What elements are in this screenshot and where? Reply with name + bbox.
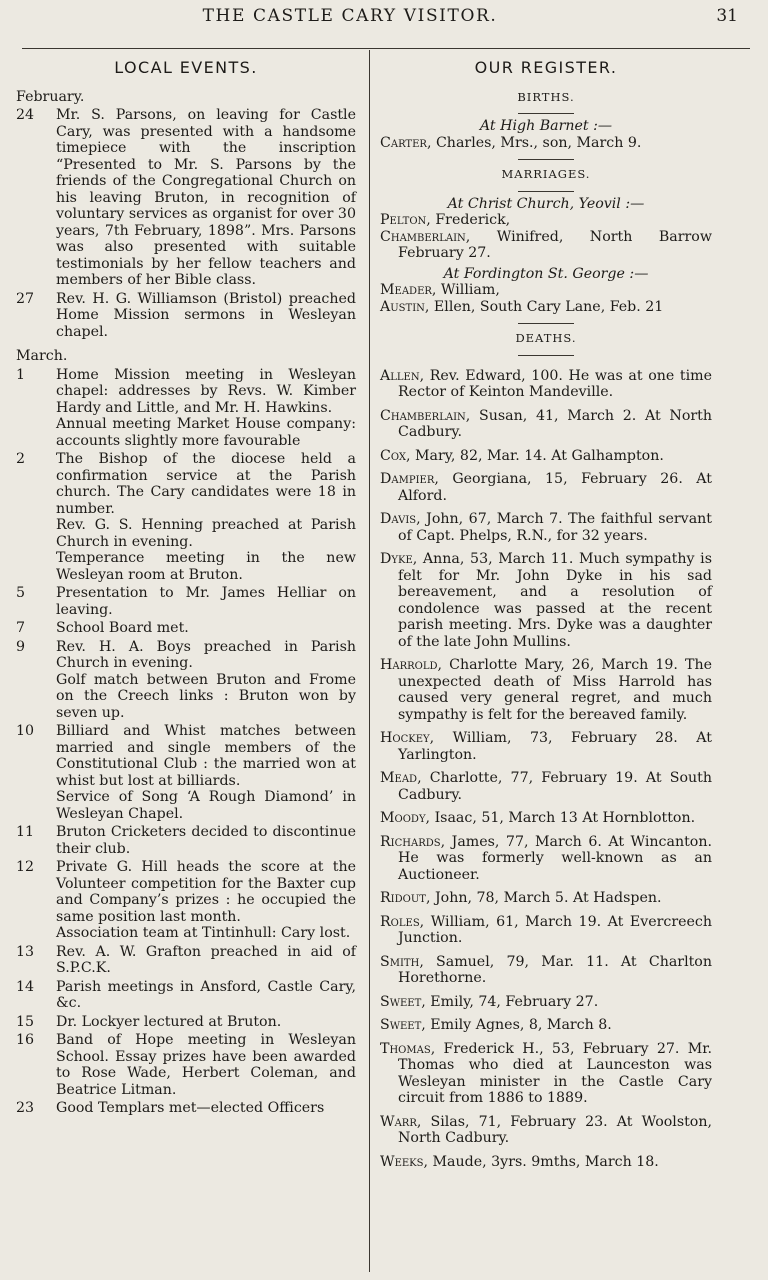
register-surname: Austin (380, 298, 425, 315)
deaths-top-rule (518, 323, 574, 324)
register-entry (380, 914, 712, 947)
register-column (380, 58, 712, 1177)
register-entry (380, 810, 712, 827)
event-paragraph: Bruton Cricketers decided to discontinue their club. (56, 824, 356, 857)
event-paragraph: The Bishop of the diocese held a confirmation service at the Parish church. The Cary candidates were 18 in number. (56, 451, 356, 517)
event-day: 2 (16, 451, 26, 467)
register-details: , Samuel, 79, Mar. 11. At Charlton Horethorne. (398, 953, 712, 986)
event-paragraph: Band of Hope meeting in Wesleyan School. Essay prizes have been awarded to Rose Wade, Herbert Coleman, and Beatrice Litman. (56, 1032, 356, 1098)
event-text (56, 824, 356, 857)
event-paragraph: Mr. S. Parsons, on leaving for Castle Cary, was presented with a handsome timepiece with the inscription “Presented to Mr. S. Parsons by the friends of the Congregational Church on his leaving Bruton, in recognition of voluntary services as organist for over 30 years, 7th February, 1898”. Mrs. Parsons was also presented with suitable testimonials by her fellow teachers and members of her Bible class. (56, 107, 356, 288)
register-entry (380, 448, 712, 465)
event-paragraph: Rev. H. G. Williamson (Bristol) preached Home Mission sermons in Wesleyan chapel. (56, 290, 356, 340)
header-rule (22, 48, 750, 49)
register-details: , Silas, 71, February 23. At Woolston, North Cadbury. (398, 1113, 712, 1146)
local-events-heading: LOCAL EVENTS. (114, 58, 258, 77)
marriages-top-rule (518, 159, 574, 160)
register-details: , John, 67, March 7. The faithful servant of Capt. Phelps, R.N., for 32 years. (398, 511, 712, 544)
register-surname: Hockey (380, 730, 430, 746)
register-surname: Sweet (380, 993, 422, 1010)
event-paragraph: School Board met. (56, 620, 189, 636)
event-paragraph: Rev. G. S. Henning preached at Parish Church in evening. (56, 517, 356, 550)
register-details: , Frederick, (426, 212, 511, 228)
register-entry (380, 135, 712, 152)
register-entry (380, 212, 712, 229)
event-day: 5 (16, 585, 26, 601)
register-surname: Warr (380, 1113, 417, 1130)
event-item (16, 451, 356, 583)
event-item (16, 979, 356, 1012)
event-paragraph: Rev. A. W. Grafton preached in aid of S.P.C.K. (56, 943, 356, 976)
marriages-list (380, 196, 712, 316)
register-entry (380, 1154, 712, 1171)
register-entry (380, 408, 712, 441)
event-item (16, 1032, 356, 1098)
event-day: 16 (16, 1032, 35, 1048)
register-details: , Maude, 3yrs. 9mths, March 18. (423, 1153, 659, 1170)
event-text (56, 367, 356, 450)
event-text (56, 107, 356, 289)
marriages-rule (518, 191, 574, 192)
register-surname: Chamberlain (380, 407, 466, 424)
event-text (56, 451, 356, 583)
events-list (16, 89, 356, 1117)
event-item (16, 1100, 356, 1117)
page-number: 31 (716, 6, 738, 26)
event-item (16, 859, 356, 942)
register-details: , Georgiana, 15, February 26. At Alford. (398, 471, 712, 504)
register-details: , Frederick H., 53, February 27. Mr. Thomas who died at Launceston was Wesleyan minister in the Castle Cary circuit from 1886 to 1889. (398, 1040, 712, 1106)
register-details: , William, 61, March 19. At Evercreech Junction. (398, 913, 712, 946)
event-day: 1 (16, 366, 26, 383)
event-item (16, 824, 356, 857)
register-surname: Thomas (380, 1040, 431, 1057)
register-entry (380, 299, 712, 316)
event-day: 23 (16, 1100, 35, 1116)
register-details: , William, 73, February 28. At Yarlington. (398, 730, 712, 763)
event-item (16, 639, 356, 722)
births-list (380, 135, 712, 152)
event-text (56, 1100, 356, 1117)
births-label: BIRTHS. (517, 89, 575, 104)
event-paragraph: Parish meetings in Ansford, Castle Cary, &c. (56, 978, 356, 1011)
column-divider (369, 50, 370, 1272)
event-item (16, 585, 356, 618)
event-paragraph: Good Templars met—elected Officers (56, 1100, 325, 1116)
register-surname: Smith (380, 953, 420, 970)
births-place: At High Barnet :— (479, 118, 613, 134)
births-rule (518, 113, 574, 114)
event-day: 7 (16, 620, 26, 636)
register-entry (380, 890, 712, 907)
local-events-column (16, 58, 356, 1117)
register-details: , Ellen, South Cary Lane, Feb. 21 (424, 298, 664, 315)
event-item (16, 620, 356, 637)
register-entry (380, 1041, 712, 1107)
event-text (56, 979, 356, 1012)
register-surname: Weeks (380, 1153, 424, 1170)
event-paragraph: Rev. H. A. Boys preached in Parish Church in evening. (56, 638, 356, 671)
register-surname: Allen (380, 367, 420, 384)
publication-title: THE CASTLE CARY VISITOR. (202, 6, 498, 26)
register-entry (380, 954, 712, 987)
event-paragraph: Billiard and Whist matches between married and single members of the Constitutional Club : the married won at whist but lost at billiards. (56, 723, 356, 789)
register-entry (380, 1114, 712, 1147)
register-surname: Carter (380, 134, 427, 151)
register-surname: Dampier (380, 471, 435, 487)
register-entry (380, 770, 712, 803)
deaths-label: DEATHS. (515, 331, 577, 345)
register-surname: Ridout (380, 890, 426, 906)
event-paragraph: Golf match between Bruton and Frome on the Creech links : Bruton won by seven up. (56, 671, 356, 721)
event-text (56, 944, 356, 977)
register-surname: Sweet (380, 1017, 422, 1033)
register-entry (380, 834, 712, 884)
event-item (16, 107, 356, 289)
event-text (56, 639, 356, 722)
register-details: , James, 77, March 6. At Wincanton. He was formerly well-known as an Auctioneer. (398, 833, 712, 883)
event-paragraph: Presentation to Mr. James Helliar on leaving. (56, 585, 356, 618)
event-day: 15 (16, 1013, 35, 1030)
event-day: 27 (16, 290, 35, 307)
register-entry (380, 282, 712, 299)
register-details: , Winifred, North Barrow February 27. (398, 228, 712, 261)
deaths-rule (518, 355, 574, 356)
register-entry (380, 229, 712, 262)
register-surname: Davis (380, 511, 417, 527)
month-heading: March. (16, 348, 68, 364)
register-details: , Emily, 74, February 27. (421, 993, 599, 1010)
event-item (16, 291, 356, 341)
register-details: , Rev. Edward, 100. He was at one time Rector of Keinton Mandeville. (398, 367, 712, 400)
event-day: 12 (16, 859, 35, 875)
event-paragraph: Private G. Hill heads the score at the Volunteer competition for the Baxter cup and Company’s prizes : he occupied the same position last month. (56, 859, 356, 925)
event-day: 10 (16, 723, 35, 739)
event-day: 9 (16, 638, 26, 655)
register-surname: Dyke (380, 551, 413, 567)
event-day: 24 (16, 107, 35, 123)
register-heading: OUR REGISTER. (474, 58, 618, 77)
event-paragraph: Service of Song ‘A Rough Diamond’ in Wesleyan Chapel. (56, 789, 356, 822)
register-entry (380, 1017, 712, 1034)
register-details: , Emily Agnes, 8, March 8. (421, 1017, 612, 1033)
register-entry (380, 994, 712, 1011)
register-surname: Cox (380, 447, 406, 464)
register-details: , William, (431, 282, 500, 298)
register-details: , Charlotte, 77, February 19. At South Cadbury. (398, 770, 712, 803)
event-item (16, 1014, 356, 1031)
register-entry (380, 730, 712, 763)
register-details: , Susan, 41, March 2. At North Cadbury. (398, 407, 712, 440)
event-paragraph: Association team at Tintinhull: Cary lost. (56, 925, 351, 941)
deaths-list (380, 368, 712, 1171)
register-entry (380, 511, 712, 544)
event-text (56, 723, 356, 822)
page-header (0, 0, 768, 42)
marriages-label: MARRIAGES. (501, 167, 591, 181)
register-surname: Richards (380, 833, 441, 850)
register-details: , Mary, 82, Mar. 14. At Galhampton. (406, 447, 664, 464)
register-surname: Meader (380, 282, 432, 298)
register-surname: Mead (380, 770, 418, 786)
register-entry (380, 471, 712, 504)
register-surname: Pelton (380, 212, 427, 228)
register-details: , John, 78, March 5. At Hadspen. (425, 890, 662, 906)
event-item (16, 723, 356, 822)
event-text (56, 291, 356, 341)
event-text (56, 585, 356, 618)
event-day: 13 (16, 943, 35, 960)
register-details: , Anna, 53, March 11. Much sympathy is felt for Mr. John Dyke in his sad bereavement, and a resolution of condolence was passed at the recent parish meeting. Mrs. Dyke was a daughter of the late John Mullins. (398, 551, 712, 650)
register-details: , Charlotte Mary, 26, March 19. The unexpected death of Miss Harrold has caused very general regret, and much sympathy is felt for the bereaved family. (398, 657, 712, 723)
register-details: , Isaac, 51, March 13 At Hornblotton. (425, 810, 696, 826)
register-surname: Chamberlain (380, 228, 466, 245)
event-text (56, 859, 356, 942)
event-text (56, 1032, 356, 1098)
marriage-place: At Fordington St. George :— (443, 265, 649, 282)
event-text (56, 620, 356, 637)
marriage-place: At Christ Church, Yeovil :— (447, 195, 645, 212)
event-item (16, 944, 356, 977)
register-surname: Moody (380, 810, 426, 826)
event-text (56, 1014, 356, 1031)
event-paragraph: Temperance meeting in the new Wesleyan room at Bruton. (56, 550, 356, 583)
event-item (16, 367, 356, 450)
event-day: 11 (16, 824, 35, 840)
event-paragraph: Home Mission meeting in Wesleyan chapel: addresses by Revs. W. Kimber Hardy and Little, and Mr. H. Hawkins. (56, 366, 356, 416)
event-day: 14 (16, 978, 35, 995)
event-paragraph: Dr. Lockyer lectured at Bruton. (56, 1013, 282, 1030)
event-paragraph: Annual meeting Market House company: accounts slightly more favourable (56, 416, 356, 449)
register-surname: Harrold (380, 657, 438, 673)
register-entry (380, 368, 712, 401)
register-surname: Roles (380, 913, 420, 930)
month-heading: February. (16, 88, 85, 105)
register-entry (380, 551, 712, 650)
register-details: , Charles, Mrs., son, March 9. (426, 134, 642, 151)
register-entry (380, 657, 712, 723)
